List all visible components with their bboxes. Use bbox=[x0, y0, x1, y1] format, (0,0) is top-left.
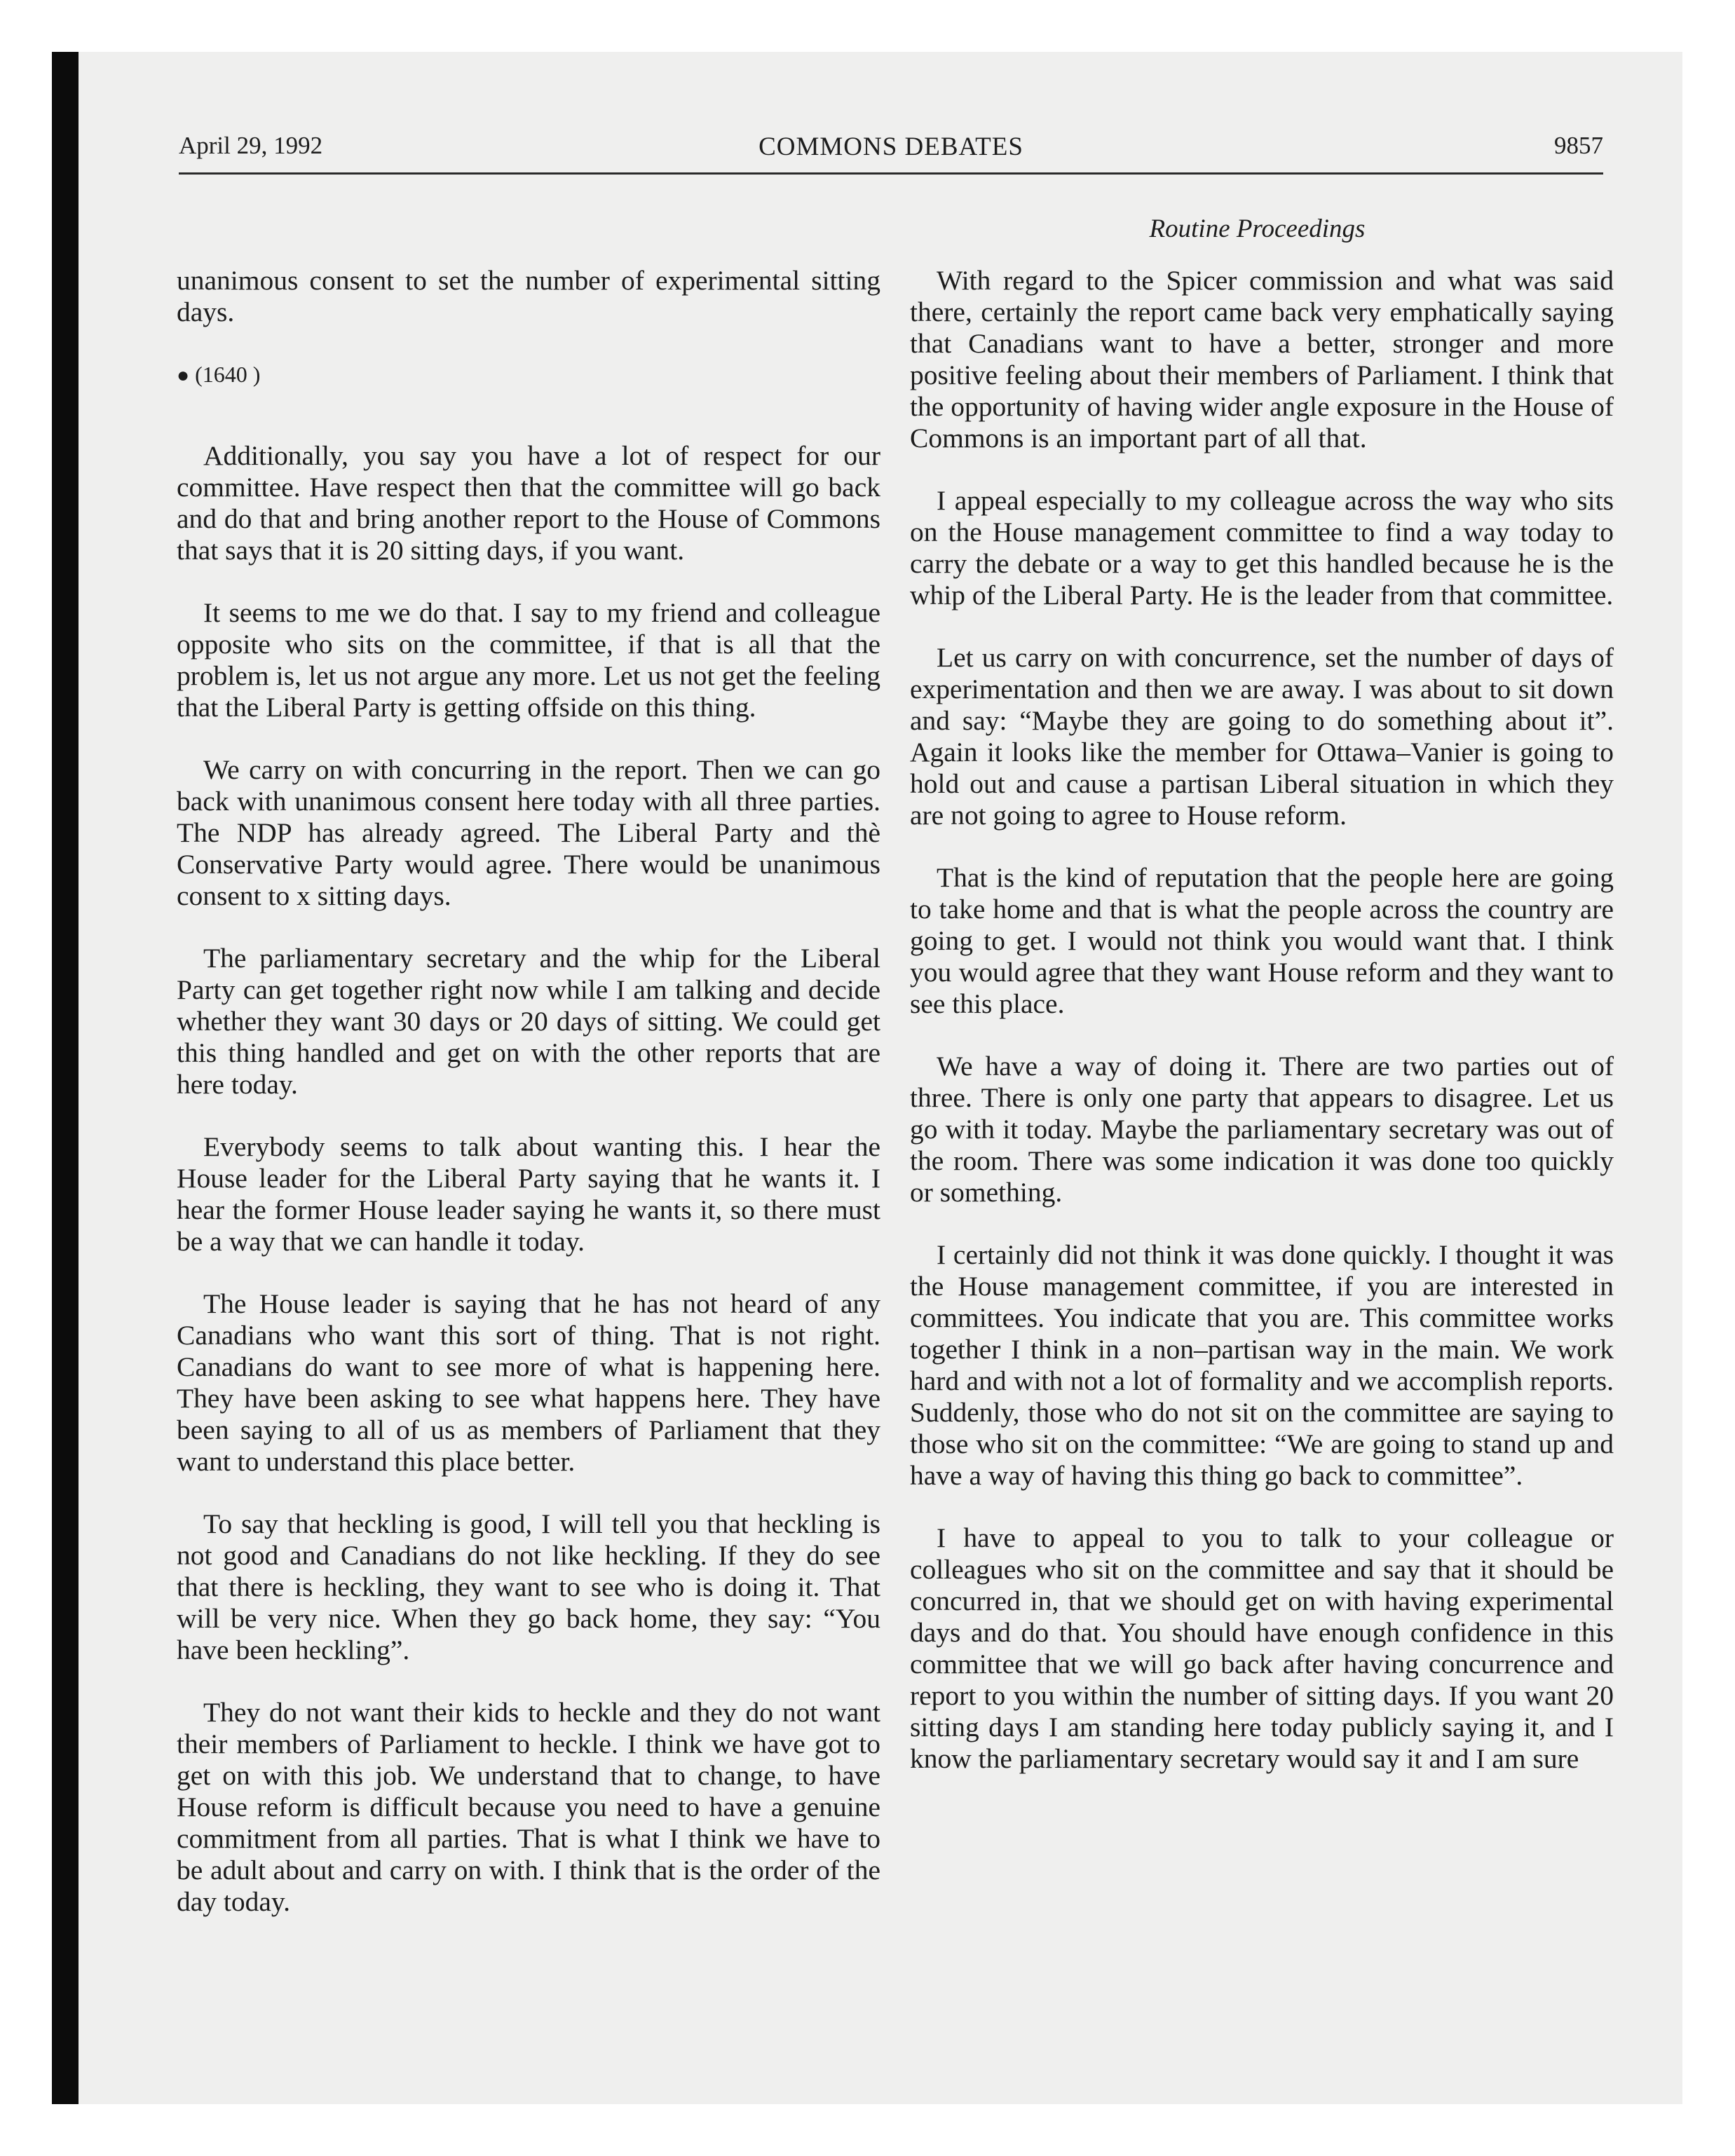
paragraph: They do not want their kids to heckle and they do not want their members of Parliament to heckle. I think we have got to get on with this job. We understand that to change, to have House reform is difficult because you need to have a genuine commitment from all parties. That is what I think we have to be adult about and carry on with. I think that is the order of the day today. bbox=[177, 1697, 880, 1917]
paragraph: To say that heckling is good, I will tell you that heckling is not good and Canadians do not like heckling. If they do see that there is heckling, they want to see who is doing it. That will be very nice. When they go back home, they say: “You have been heckling”. bbox=[177, 1508, 880, 1665]
paragraph: The parliamentary secretary and the whip for the Liberal Party can get together right now while I am talking and decide whether they want 30 days or 20 days of sitting. We could get this thing handled and get on with the other reports that are here today. bbox=[177, 943, 880, 1100]
binding-edge bbox=[52, 52, 79, 2104]
paragraph: Additionally, you say you have a lot of respect for our committee. Have respect then that the committee will go back and do that and bring another report to the House of Commons that says that it is 20 sitting days, if you want. bbox=[177, 440, 880, 566]
timestamp-marker bbox=[177, 359, 880, 391]
paragraph: The House leader is saying that he has not heard of any Canadians who want this sort of thing. That is not right. Canadians do want to see more of what is happening here. They have been asking to see what happens here. They have been saying to all of us as members of Parliament that they want to understand this place better. bbox=[177, 1288, 880, 1477]
bullet-icon: ● bbox=[177, 364, 190, 387]
right-column bbox=[910, 265, 1614, 1806]
header-title: COMMONS DEBATES bbox=[758, 132, 1023, 161]
left-column bbox=[177, 265, 880, 1949]
paragraph: I certainly did not think it was done quickly. I thought it was the House management committee, if you are interested in committees. You indicate that you are. This committee works together I think in a non–partisan way in the main. We work hard and with not a lot of formality and we accomplish reports. Suddenly, those who do not sit on the committee are saying to those who sit on the committee: “We are going to stand up and have a way of having this thing go back to committee”. bbox=[910, 1239, 1614, 1491]
paragraph: That is the kind of reputation that the people here are going to take home and that is what the people across the country are going to get. I would not think you would want that. I think you would agree that they want House reform and they want to see this place. bbox=[910, 862, 1614, 1019]
paragraph: It seems to me we do that. I say to my friend and colleague opposite who sits on the committee, if that is all that the problem is, let us not argue any more. Let us not get the feeling that the Liberal Party is getting offside on this thing. bbox=[177, 597, 880, 723]
header-rule bbox=[179, 172, 1603, 175]
paragraph: I have to appeal to you to talk to your colleague or colleagues who sit on the committee and say that it should be concurred in, that we should get on with having experimental days and do that. You should have enough confidence in this committee that we will go back after having concurrence and report to you within the number of sitting days. If you want 20 sitting days I am standing here today publicly saying it, and I know the parliamentary secretary would say it and I am sure bbox=[910, 1522, 1614, 1774]
section-label: Routine Proceedings bbox=[1149, 214, 1366, 243]
header-page-number: 9857 bbox=[1554, 132, 1603, 159]
timestamp-text: (1640 ) bbox=[195, 362, 261, 387]
paragraph: We have a way of doing it. There are two parties out of three. There is only one party that appears to disagree. Let us go with it today. Maybe the parliamentary secretary was out of the room. There was some indication it was done too quickly or something. bbox=[910, 1051, 1614, 1208]
paragraph: Let us carry on with concurrence, set the number of days of experimentation and then we are away. I was about to sit down and say: “Maybe they are going to do something about it”. Again it looks like the member for Ottawa–Vanier is going to hold out and cause a partisan Liberal situation in which they are not going to agree to House reform. bbox=[910, 642, 1614, 831]
paragraph: unanimous consent to set the number of experimental sitting days. bbox=[177, 265, 880, 327]
paragraph: Everybody seems to talk about wanting this. I hear the House leader for the Liberal Party saying that he wants it. I hear the former House leader saying he wants it, so there must be a way that we can handle it today. bbox=[177, 1131, 880, 1257]
header-date: April 29, 1992 bbox=[179, 132, 323, 159]
page-header bbox=[179, 132, 1603, 174]
paragraph: With regard to the Spicer commission and what was said there, certainly the report came back very emphatically saying that Canadians want to have a better, stronger and more positive feeling about their members of Parliament. I think that the opportunity of having wider angle exposure in the House of Commons is an important part of all that. bbox=[910, 265, 1614, 453]
paragraph: I appeal especially to my colleague across the way who sits on the House management committee to find a way today to carry the debate or a way to get this handled because he is the whip of the Liberal Party. He is the leader from that committee. bbox=[910, 485, 1614, 610]
paragraph: We carry on with concurring in the report. Then we can go back with unanimous consent here today with all three parties. The NDP has already agreed. The Liberal Party and thè Conservative Party would agree. There would be unanimous consent to x sitting days. bbox=[177, 754, 880, 911]
